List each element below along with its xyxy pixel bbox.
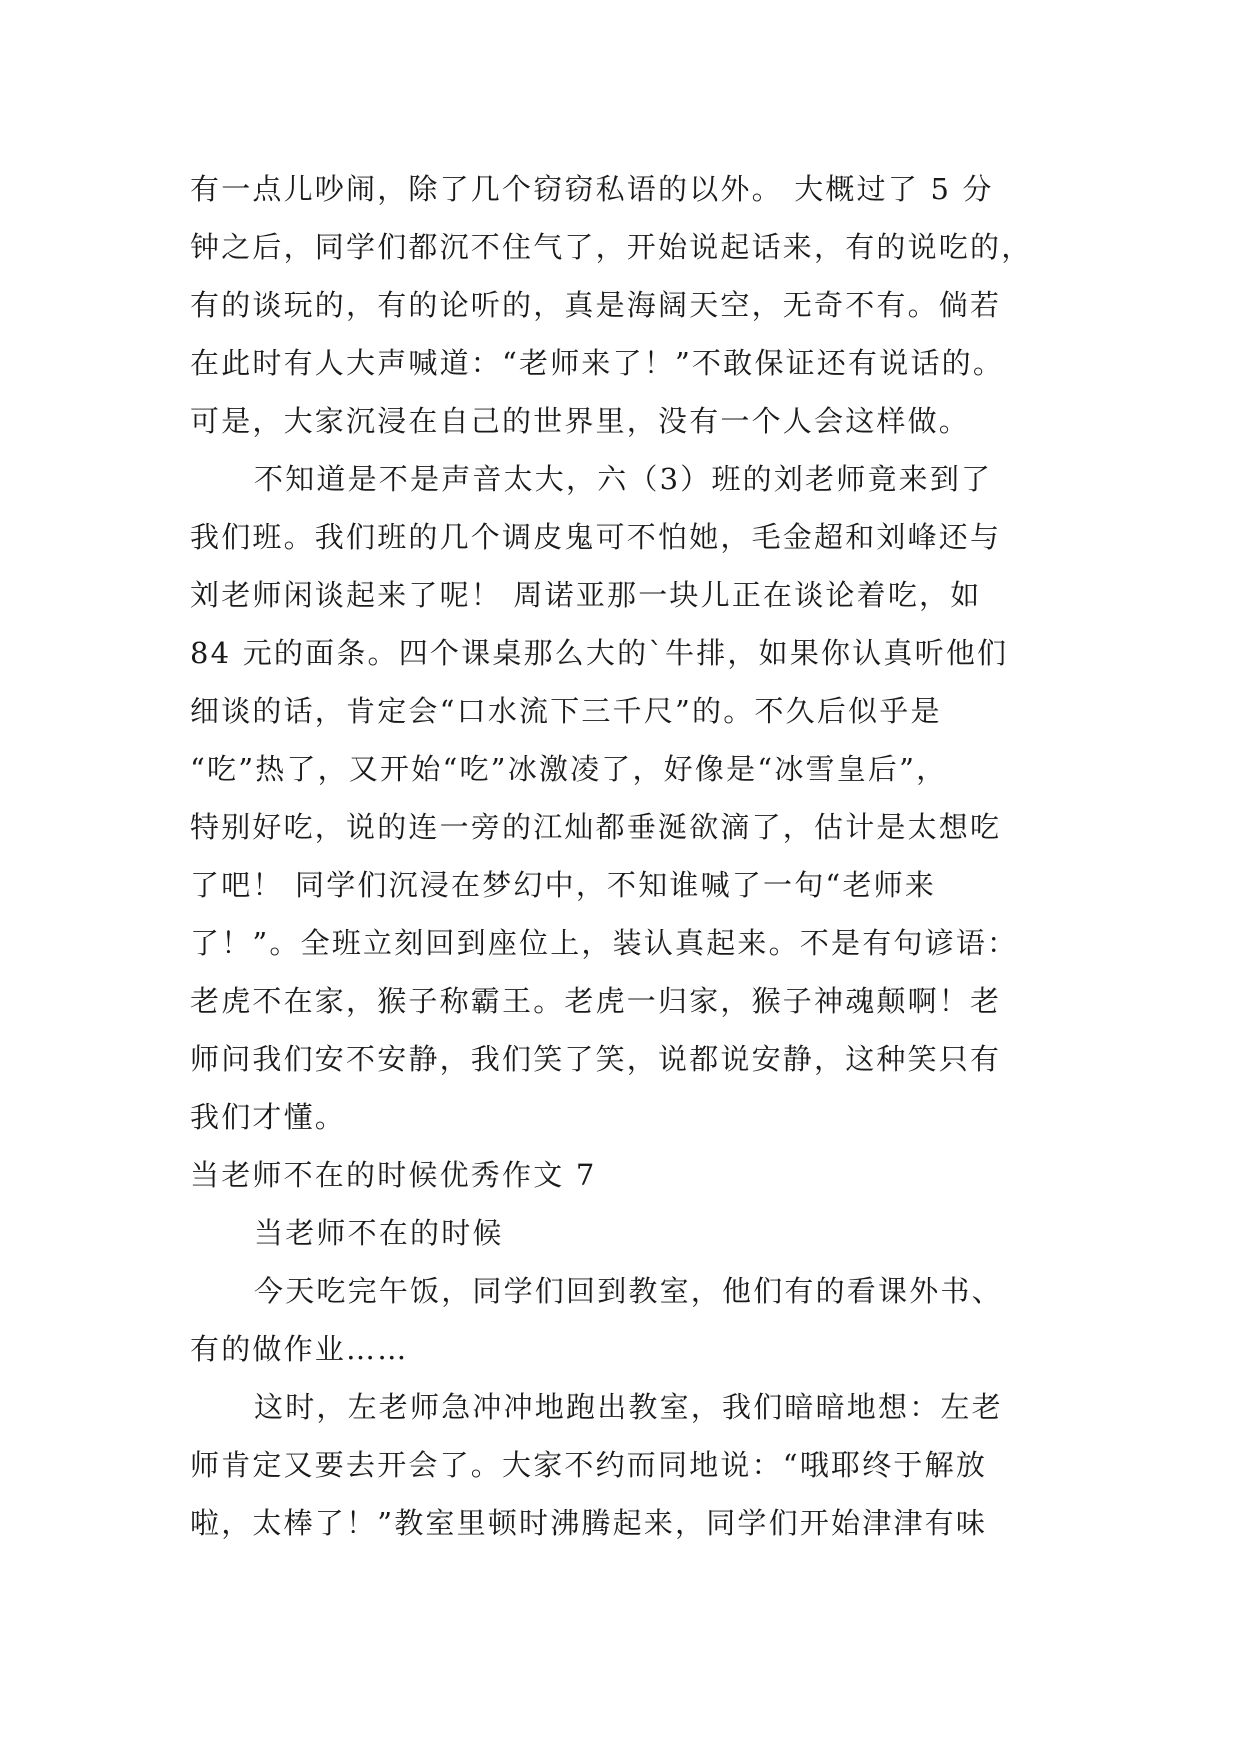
text-line: 这时，左老师急冲冲地跑出教室，我们暗暗地想：左老 xyxy=(254,1390,1003,1424)
text-line: 特别好吃，说的连一旁的江灿都垂涎欲滴了，估计是太想吃 xyxy=(190,810,1002,844)
text-line: 有的做作业…… xyxy=(190,1332,409,1366)
paragraph xyxy=(190,160,1070,450)
paragraph xyxy=(190,1262,1070,1378)
text-line: 细谈的话，肯定会“口水流下三千尺”的。不久后似乎是 xyxy=(190,694,942,728)
text-line: 有的谈玩的，有的论听的，真是海阔天空，无奇不有。倘若 xyxy=(190,288,1002,322)
text-line: 了！”。全班立刻回到座位上，装认真起来。不是有句谚语： xyxy=(190,926,1019,960)
text-line: 我们才懂。 xyxy=(190,1100,347,1134)
paragraph xyxy=(190,1378,1070,1552)
text-line: 可是，大家沉浸在自己的世界里，没有一个人会这样做。 xyxy=(190,404,971,438)
text-line: 84 元的面条。四个课桌那么大的`牛排，如果你认真听他们 xyxy=(190,636,1009,670)
text-line: “吃”热了，又开始“吃”冰激凌了，好像是“冰雪皇后”， xyxy=(190,752,948,786)
text-line: 老虎不在家，猴子称霸王。老虎一归家，猴子神魂颠啊！老 xyxy=(190,984,1002,1018)
paragraph xyxy=(190,450,1070,1146)
text-line: 钟之后，同学们都沉不住气了，开始说起话来，有的说吃的， xyxy=(190,230,1033,264)
text-line: 不知道是不是声音太大，六（3）班的刘老师竟来到了 xyxy=(254,462,993,496)
text-line: 师问我们安不安静，我们笑了笑，说都说安静，这种笑只有 xyxy=(190,1042,1002,1076)
text-line: 我们班。我们班的几个调皮鬼可不怕她，毛金超和刘峰还与 xyxy=(190,520,1002,554)
text-line: 了吧！ 同学们沉浸在梦幻中，不知谁喊了一句“老师来 xyxy=(190,868,937,902)
text-line: 刘老师闲谈起来了呢！ 周诺亚那一块儿正在谈论着吃，如 xyxy=(190,578,982,612)
text-line: 师肯定又要去开会了。大家不约而同地说：“哦耶终于解放 xyxy=(190,1448,988,1482)
text-line: 在此时有人大声喊道：“老师来了！”不敢保证还有说话的。 xyxy=(190,346,1005,380)
document-page xyxy=(190,160,1070,1552)
text-line: 有一点儿吵闹，除了几个窃窃私语的以外。 大概过了 5 分 xyxy=(190,172,994,206)
text-line: 啦，太棒了！”教室里顿时沸腾起来，同学们开始津津有味 xyxy=(190,1506,988,1540)
text-line: 今天吃完午饭，同学们回到教室，他们有的看课外书、 xyxy=(254,1274,1003,1308)
essay-title: 当老师不在的时候 xyxy=(254,1216,504,1250)
section-heading: 当老师不在的时候优秀作文 7 xyxy=(190,1158,597,1192)
